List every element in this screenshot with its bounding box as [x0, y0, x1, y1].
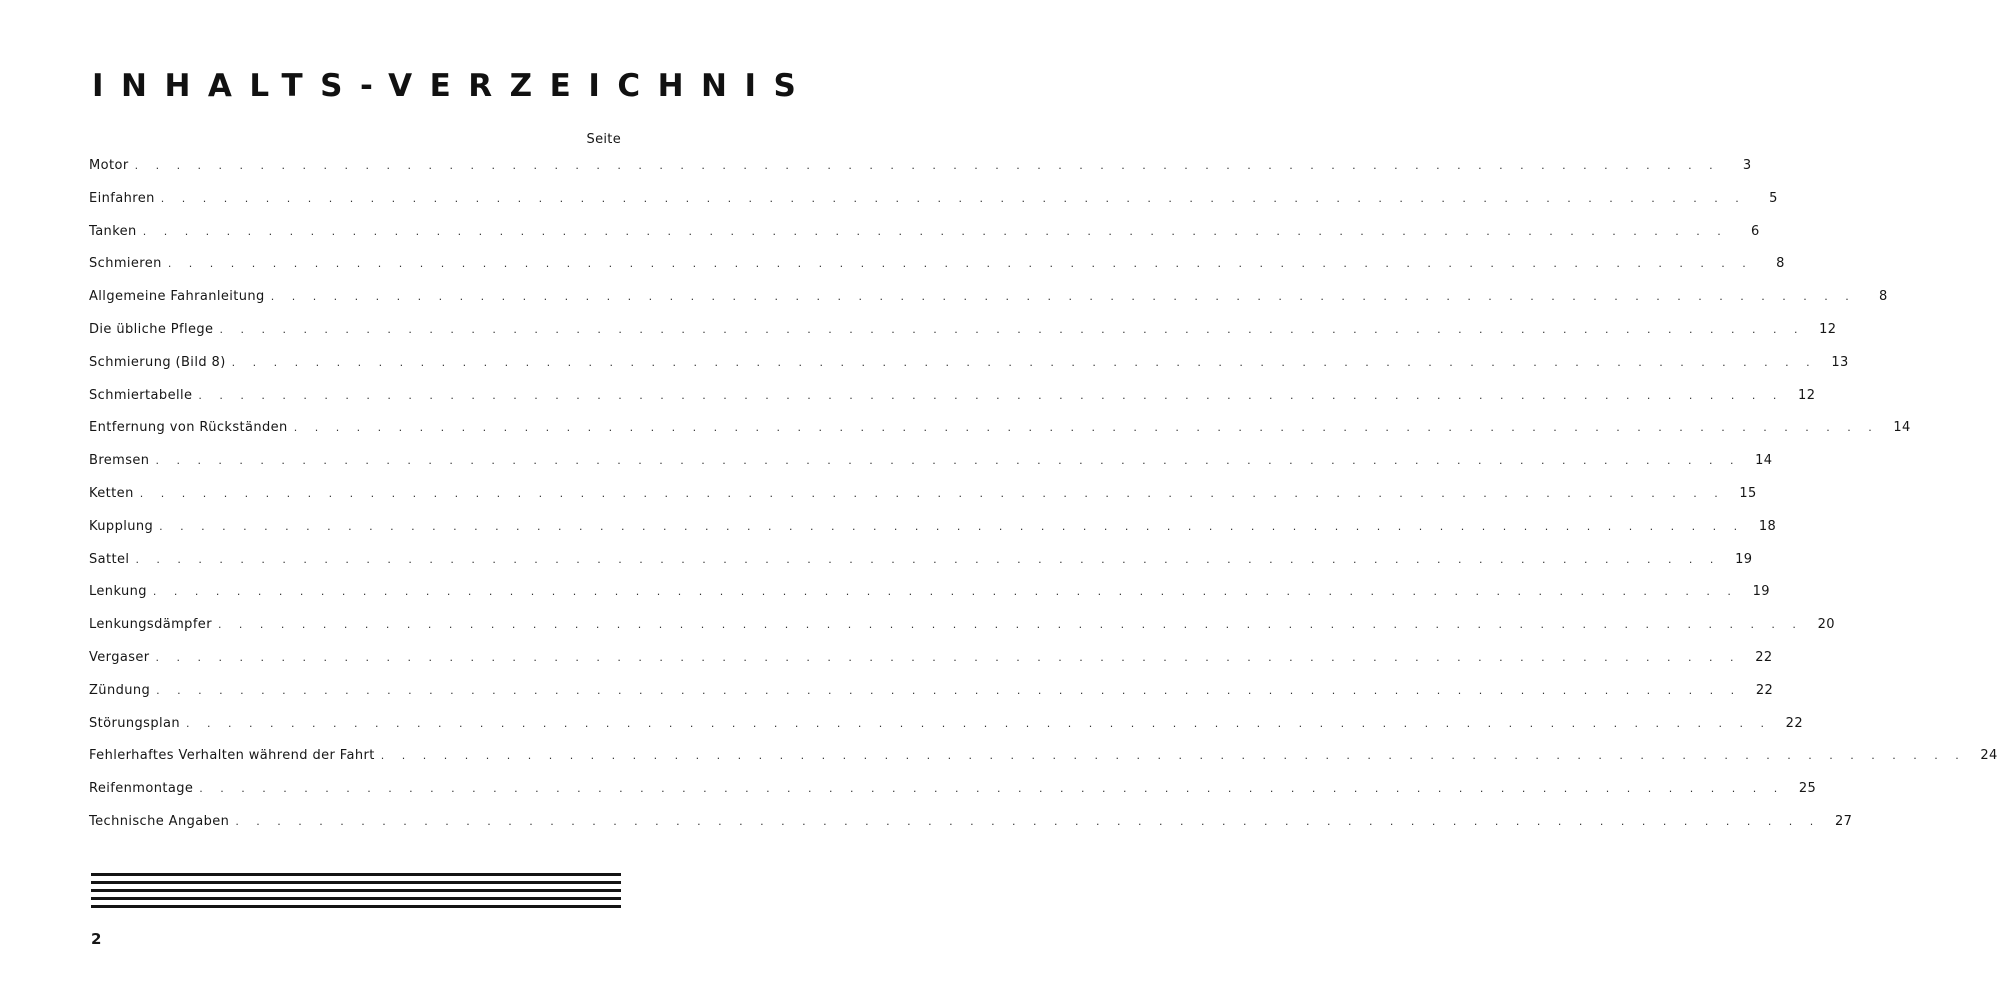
- dot-leader: [168, 255, 1753, 273]
- toc-entry: [89, 649, 1773, 682]
- table-of-contents: [89, 157, 1998, 846]
- dot-leader: [218, 616, 1803, 634]
- toc-entry-label: Kupplung: [89, 518, 154, 534]
- toc-entry-label: Zündung: [89, 682, 151, 698]
- toc-entry-page: 22: [1755, 649, 1773, 665]
- toc-entry: [89, 157, 1752, 190]
- dot-leader: [381, 747, 1966, 765]
- toc-entry-page: 27: [1834, 813, 1853, 829]
- toc-entry: [89, 780, 1817, 813]
- toc-entry-label: Reifenmontage: [89, 781, 194, 797]
- toc-entry: [89, 288, 1888, 321]
- dot-leader: [232, 354, 1817, 372]
- horizontal-rule: [91, 905, 621, 908]
- toc-entry-label: Die übliche Pflege: [89, 321, 214, 337]
- toc-entry: [89, 452, 1773, 485]
- toc-entry-page: 22: [1785, 715, 1804, 731]
- toc-entry-page: 8: [1776, 256, 1785, 272]
- toc-entry-label: Einfahren: [89, 190, 155, 206]
- toc-entry-page: 12: [1798, 387, 1816, 403]
- dot-leader: [143, 223, 1728, 241]
- dot-leader: [186, 715, 1771, 733]
- toc-entry: [89, 354, 1849, 387]
- toc-entry: [89, 616, 1835, 649]
- page-number: 2: [91, 930, 102, 948]
- page-column-header: Seite: [586, 132, 621, 147]
- toc-entry: [89, 255, 1785, 288]
- toc-entry-page: 3: [1742, 158, 1752, 173]
- toc-entry-page: 24: [1980, 748, 1998, 764]
- toc-entry-label: Lenkung: [89, 584, 147, 600]
- toc-entry: [89, 551, 1753, 584]
- toc-entry-label: Tanken: [89, 223, 137, 239]
- dot-leader: [153, 583, 1738, 601]
- toc-entry-label: Vergaser: [89, 649, 150, 665]
- toc-entry-label: Allgemeine Fahranleitung: [89, 289, 265, 305]
- toc-entry-label: Motor: [89, 158, 129, 173]
- toc-entry-page: 15: [1739, 485, 1757, 501]
- toc-entry: [89, 387, 1816, 420]
- toc-entry-label: Fehlerhaftes Verhalten während der Fahrt: [89, 748, 375, 764]
- dot-leader: [135, 551, 1720, 569]
- toc-entry: [89, 583, 1770, 616]
- dot-leader: [294, 419, 1879, 437]
- toc-entry-label: Schmiertabelle: [89, 387, 193, 403]
- toc-entry-label: Lenkungsdämpfer: [89, 617, 212, 633]
- toc-entry-page: 14: [1893, 420, 1911, 436]
- horizontal-rule: [91, 889, 621, 892]
- dot-leader: [199, 780, 1784, 798]
- dot-leader: [156, 682, 1741, 700]
- dot-leader: [140, 485, 1725, 503]
- toc-entry-page: 5: [1769, 190, 1778, 206]
- toc-entry: [89, 715, 1804, 748]
- toc-entry-label: Schmieren: [89, 256, 162, 272]
- horizontal-rule: [91, 897, 621, 900]
- decorative-rules: [91, 873, 621, 913]
- toc-entry: [89, 682, 1774, 715]
- toc-entry: [89, 419, 1911, 452]
- dot-leader: [235, 813, 1820, 831]
- toc-entry-page: 20: [1817, 617, 1835, 633]
- dot-leader: [135, 157, 1720, 175]
- dot-leader: [161, 190, 1746, 208]
- toc-entry-page: 19: [1735, 551, 1753, 567]
- toc-entry: [89, 813, 1853, 846]
- dot-leader: [271, 288, 1856, 306]
- toc-entry: [89, 485, 1757, 518]
- toc-entry-page: 6: [1751, 223, 1760, 239]
- dot-leader: [155, 452, 1740, 470]
- toc-entry-page: 25: [1798, 781, 1817, 797]
- toc-entry: [89, 518, 1777, 551]
- toc-entry-page: 12: [1819, 321, 1837, 337]
- toc-entry-label: Ketten: [89, 485, 134, 501]
- toc-entry-page: 19: [1752, 584, 1770, 600]
- toc-entry: [89, 223, 1760, 256]
- toc-entry: [89, 321, 1837, 354]
- horizontal-rule: [91, 881, 621, 884]
- dot-leader: [198, 387, 1783, 405]
- toc-entry-label: Schmierung (Bild 8): [89, 354, 226, 370]
- page-title: INHALTS-VERZEICHNIS: [92, 68, 814, 104]
- toc-entry-page: 22: [1755, 682, 1774, 698]
- toc-entry-label: Entfernung von Rückständen: [89, 420, 288, 436]
- toc-entry-page: 18: [1758, 518, 1777, 534]
- toc-entry: [89, 190, 1778, 223]
- toc-entry-label: Störungsplan: [89, 715, 181, 731]
- toc-entry: [89, 747, 1998, 780]
- toc-entry-page: 13: [1831, 354, 1849, 370]
- toc-entry-page: 14: [1755, 453, 1773, 469]
- toc-entry-label: Technische Angaben: [89, 813, 230, 829]
- horizontal-rule: [91, 873, 621, 876]
- toc-entry-page: 8: [1879, 289, 1888, 305]
- dot-leader: [156, 649, 1741, 667]
- toc-entry-label: Bremsen: [89, 453, 150, 469]
- dot-leader: [159, 518, 1744, 536]
- toc-entry-label: Sattel: [89, 551, 130, 567]
- dot-leader: [219, 321, 1804, 339]
